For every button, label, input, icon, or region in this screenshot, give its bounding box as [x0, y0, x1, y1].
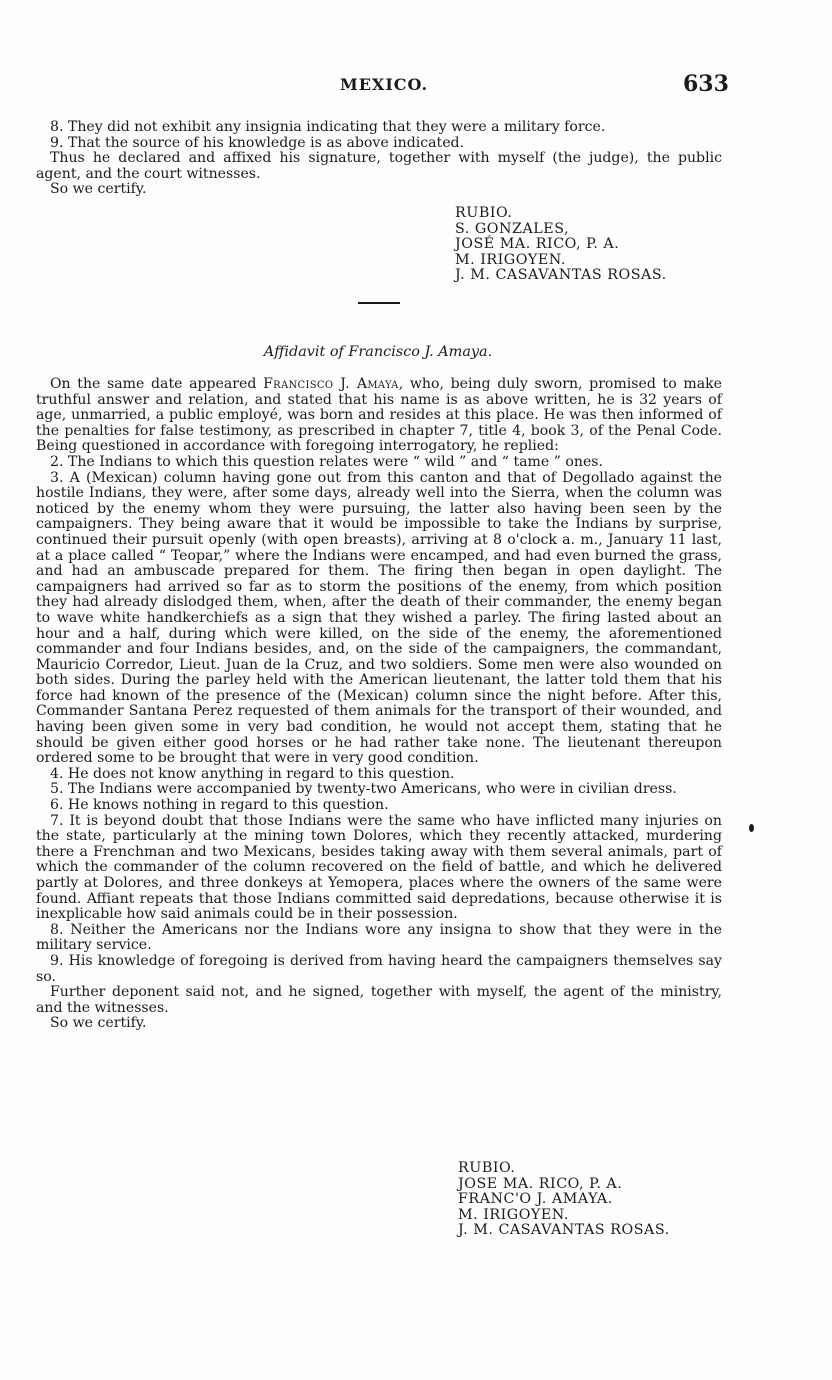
page-number: 633 — [683, 71, 729, 97]
paragraph: Further deponent said not, and he signed, together with myself, the agent of the ministry, and the witnesses. — [36, 984, 722, 1016]
paragraph: So we certify. — [50, 1015, 147, 1032]
intro-paragraph: On the same date appeared Francisco J. Amaya, who, being duly sworn, promised to make truthful answer and relation, and stated that his name is as above written, he is 32 years of age, unmarried, a public employé, was born and resides at this place. He was then informed of the penalties for false testimony, as prescribed in chapter 7, title 4, book 3, of the Penal Code. Being questioned in accordance with foregoing interrogatory, he replied: — [36, 376, 722, 455]
signature-block — [458, 1161, 670, 1239]
paragraph: 4. He does not know anything in regard to this question. — [50, 765, 455, 782]
signatory: JOSÉ MA. RICO, P. A. — [455, 236, 620, 253]
paragraph: 6. He knows nothing in regard to this question. — [50, 797, 389, 814]
signatory: S. GONZALES, — [455, 220, 570, 237]
testimony-conclusion — [36, 120, 722, 198]
paragraph: 8. They did not exhibit any insignia indicating that they were a military force. — [50, 119, 606, 135]
paragraph: So we certify. — [50, 181, 147, 198]
paragraph: 9. His knowledge of foregoing is derived from having heard the campaigners themselves say so. — [36, 952, 722, 985]
signatory: RUBIO. — [455, 205, 513, 221]
paragraph: Thus he declared and affixed his signature, together with myself (the judge), the public agent, and the court witnesses. — [36, 150, 722, 182]
signatory: J. M. CASAVANTAS ROSAS. — [458, 1222, 670, 1239]
paragraph: 3. A (Mexican) column having gone out from this canton and that of Degollado against the hostile Indians, they were, after some days, already well into the Sierra, when the column was noticed by the enemy whom they were pursuing, the latter also having been seen by the campaigners. They being aware that it would be impossible to take the Indians by surprise, continued their pursuit openly (with open breasts), arriving at 8 o'clock a. m., January 11 last, at a place called “ Teopar,” where the Indians were encamped, and had even burned the grass, and had an ambuscade prepared for them. The firing then began in open daylight. The campaigners had arrived so far as to storm the positions of the enemy, from which position they had already dislodged them, when, after the death of their commander, the enemy began to wave white handkerchiefs as a sign that they wished a parley. The firing lasted about an hour and a half, during which were killed, on the side of the enemy, the aforementioned commander and four Indians besides, and, on the side of the campaigners, the commandant, Mauricio Corredor, Lieut. Juan de la Cruz, and two soldiers. Some men were also wounded on both sides. During the parley held with the American lieutenant, the latter told them that his force had known of the presence of the (Mexican) column since the night before. After this, Commander Santana Perez requested of them animals for the transport of their wounded, and having been given some in very bad condition, he would not accept them, stating that he should be given either good horses or he had rather take none. The lieutenant thereupon ordered some to be brought that were in very good condition. — [36, 469, 722, 767]
signatory: M. IRIGOYEN. — [458, 1206, 569, 1223]
ink-speck — [749, 824, 754, 832]
paragraph: 5. The Indians were accompanied by twenty-two Americans, who were in civilian dress. — [50, 781, 677, 798]
signatory: RUBIO. — [458, 1160, 516, 1176]
section-divider — [358, 302, 400, 304]
section-heading: Affidavit of Francisco J. Amaya. — [263, 344, 493, 360]
signatory: J. M. CASAVANTAS ROSAS. — [455, 267, 667, 284]
signatory: JOSE MA. RICO, P. A. — [458, 1175, 623, 1192]
affidavit-body — [36, 377, 722, 1032]
affiant-name: Francisco J. Amaya — [263, 376, 399, 392]
signatory: FRANC'O J. AMAYA. — [458, 1191, 613, 1208]
paragraph: 2. The Indians to which this question relates were “ wild ” and “ tame ” ones. — [50, 453, 604, 470]
signatory: M. IRIGOYEN. — [455, 251, 566, 268]
signature-block — [455, 206, 667, 284]
paragraph: 8. Neither the Americans nor the Indians wore any insigna to show that they were in the military service. — [36, 921, 722, 954]
running-head — [0, 73, 832, 99]
running-title: MEXICO. — [340, 75, 429, 94]
paragraph: 9. That the source of his knowledge is as above indicated. — [50, 134, 465, 151]
paragraph: 7. It is beyond doubt that those Indians were the same who have inflicted many injuries on the state, particularly at the mining town Dolores, which they recently attacked, murdering there a Frenchman and two Mexicans, besides taking away with them several animals, part of which the commander of the column recovered on the field of battle, and which he delivered partly at Dolores, and three donkeys at Yemopera, places where the owners of the same were found. Affiant repeats that those Indians committed said depredations, because otherwise it is inexplicable how said animals could be in their possession. — [36, 812, 722, 923]
